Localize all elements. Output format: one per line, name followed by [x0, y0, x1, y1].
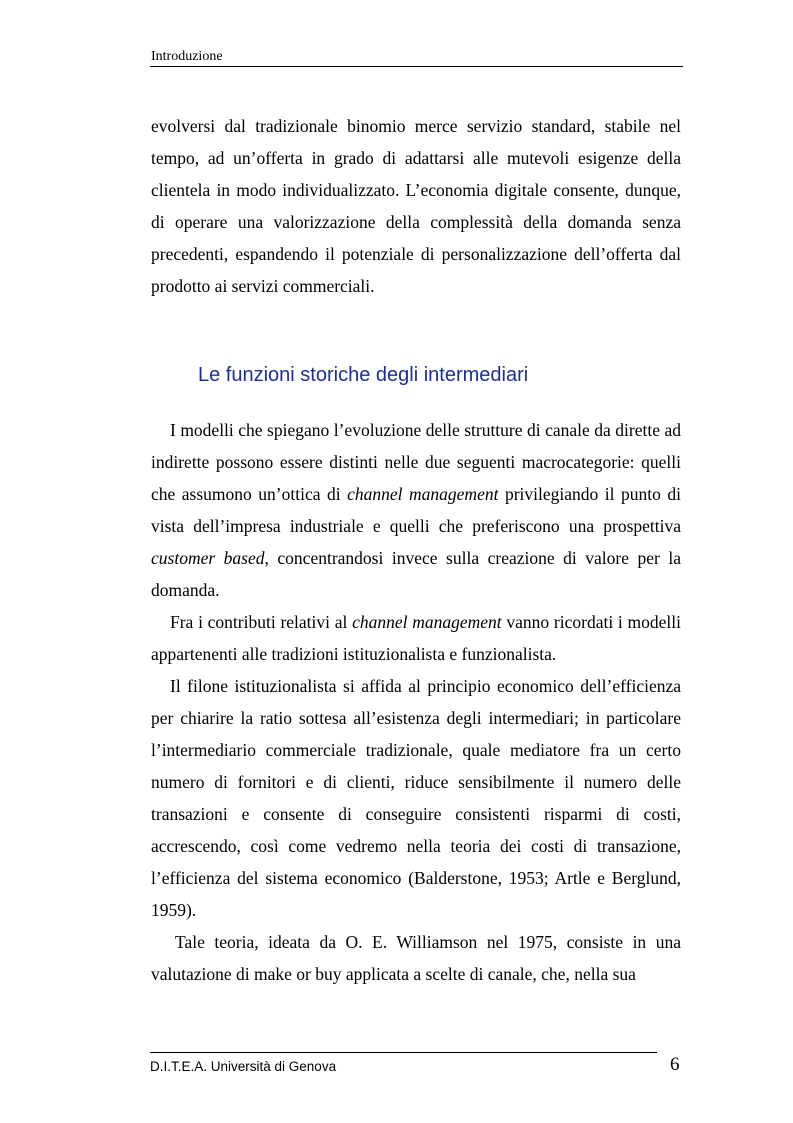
footer-institution: D.I.T.E.A. Università di Genova [150, 1059, 337, 1074]
header-rule [150, 66, 683, 67]
paragraph-models-text-1: I modelli che spiegano l’evoluzione delle strutture di canale da dirette ad indirette possono essere distinti nelle due seguenti macrocategorie: quelli che assumono un’ottica di [151, 420, 681, 504]
paragraph-theory: Tale teoria, ideata da O. E. Williamson nel 1975, consiste in una valutazione di make or buy applicata a scelte di canale, che, nella sua [151, 932, 681, 984]
footer-rule [150, 1052, 657, 1053]
paragraph-contributions [151, 606, 681, 670]
main-text-block [151, 414, 681, 990]
intro-paragraph: evolversi dal tradizionale binomio merce servizio standard, stabile nel tempo, ad un’offerta in grado di adattarsi alle mutevoli esigenze della clientela in modo individualizzato. L’economia digitale consente, dunque, di operare una valorizzazione della complessità della domanda senza precedenti, espandendo il potenziale di personalizzazione dell’offerta dal prodotto ai servizi commerciali. [151, 116, 681, 296]
paragraph-models-italic-1: channel management [347, 484, 499, 504]
paragraph-contributions-text-1: Fra i contributi relativi al [170, 612, 353, 632]
intro-paragraph-block [151, 110, 681, 302]
paragraph-institutional: Il filone istituzionalista si affida al principio economico dell’efficienza per chiarire la ratio sottesa all’esistenza degli intermediari; in particolare l’intermediario commerciale tradizionale, quale mediatore fra un certo numero di fornitori e di clienti, riduce sensibilmente il numero delle transazioni e consente di conseguire consistenti risparmi di costi, accrescendo, così come vedremo nella teoria dei costi di transazione, l’efficienza del sistema economico (Balderstone, 1953; Artle e Berglund, 1959). [151, 676, 681, 920]
paragraph-models-italic-2: customer based [151, 548, 265, 568]
paragraph-contributions-text-2: vanno ricordati i modelli appartenenti alle tradizioni istituzionalista e funzionalista. [151, 612, 681, 664]
paragraph-models-text-3: , concentrandosi invece sulla creazione di valore per la domanda. [151, 548, 682, 600]
paragraph-contributions-italic: channel management [352, 612, 502, 632]
paragraph-models-text-2: privilegiando il punto di vista dell’impresa industriale e quelli che preferiscono una prospettiva [151, 484, 681, 536]
paragraph-models [151, 414, 681, 606]
section-heading: Le funzioni storiche degli intermediari [198, 364, 529, 386]
page-number: 6 [670, 1054, 680, 1075]
running-header: Introduzione [151, 49, 223, 64]
